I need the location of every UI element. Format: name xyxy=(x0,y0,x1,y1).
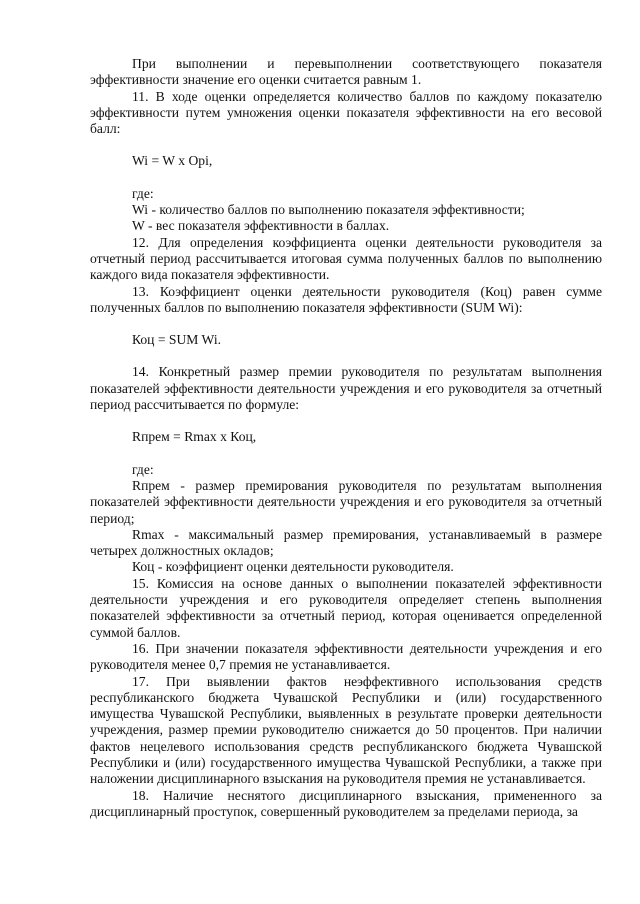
paragraph-17: 17. При выявлении фактов неэффективного использования средств республиканского бюджета Чувашской Республики и (или) государственного имущества Чувашской Республики, выявленных в результате проверки деятельности учреждения, размер премии руководителю снижается до 50 процентов. При наличии фактов нецелевого использования средств республиканского бюджета Чувашской Республики и (или) государственного имущества Чувашской Республики, а также при наложении дисциплинарного взыскания на руководителя премия не устанавливается. xyxy=(90,673,602,787)
paragraph-12: 12. Для определения коэффициента оценки деятельности руководителя за отчетный период рассчитывается итоговая сумма полученных баллов по выполнению каждого вида показателя эффективности. xyxy=(90,234,602,283)
formula-koc: Коц = SUM Wi. xyxy=(132,332,222,348)
spacer xyxy=(90,413,602,429)
paragraph-intro: При выполнении и перевыполнении соответствующего показателя эффективности значение его оценки считается равным 1. xyxy=(90,56,602,88)
spacer xyxy=(90,137,602,153)
paragraph-11: 11. В ходе оценки определяется количество баллов по каждому показателю эффективности путем умножения оценки показателя эффективности на его весовой балл: xyxy=(90,88,602,137)
spacer xyxy=(90,170,602,186)
definition-koc: Коц - коэффициент оценки деятельности руководителя. xyxy=(132,559,454,575)
paragraph-13: 13. Коэффициент оценки деятельности руководителя (Коц) равен сумме полученных баллов по выполнению показателя эффективности (SUM Wi): xyxy=(90,283,602,315)
where-label-1: где: xyxy=(132,185,154,201)
paragraph-14: 14. Конкретный размер премии руководителя по результатам выполнения показателей эффективности деятельности учреждения и его руководителя за отчетный период рассчитывается по формуле: xyxy=(90,364,602,413)
definition-rmax: Rmax - максимальный размер премирования, устанавливаемый в размере четырех должностных окладов; xyxy=(90,526,602,559)
document-body xyxy=(90,56,602,820)
formula-wi: Wi = W x Opi, xyxy=(132,153,213,169)
paragraph-15: 15. Комиссия на основе данных о выполнении показателей эффективности деятельности учреждения и его руководителя определяет степень выполнения показателей эффективности за отчетный период, которая оценивается определенной суммой баллов. xyxy=(90,575,602,640)
formula-rprem: Rпрем = Rmax x Коц, xyxy=(132,429,257,445)
definition-rprem: Rпрем - размер премирования руководителя по результатам выполнения показателей эффективности деятельности учреждения и его руководителя за отчетный период; xyxy=(90,477,602,526)
paragraph-16: 16. При значении показателя эффективности деятельности учреждения и его руководителя менее 0,7 премия не устанавливается. xyxy=(90,640,602,673)
spacer xyxy=(90,348,602,364)
spacer xyxy=(90,316,602,332)
where-label-2: где: xyxy=(132,461,154,477)
definition-w: W - вес показателя эффективности в баллах. xyxy=(132,218,390,234)
definition-wi: Wi - количество баллов по выполнению показателя эффективности; xyxy=(132,202,525,218)
paragraph-18: 18. Наличие неснятого дисциплинарного взыскания, примененного за дисциплинарный проступок, совершенный руководителем за пределами периода, за xyxy=(90,787,602,819)
spacer xyxy=(90,446,602,462)
